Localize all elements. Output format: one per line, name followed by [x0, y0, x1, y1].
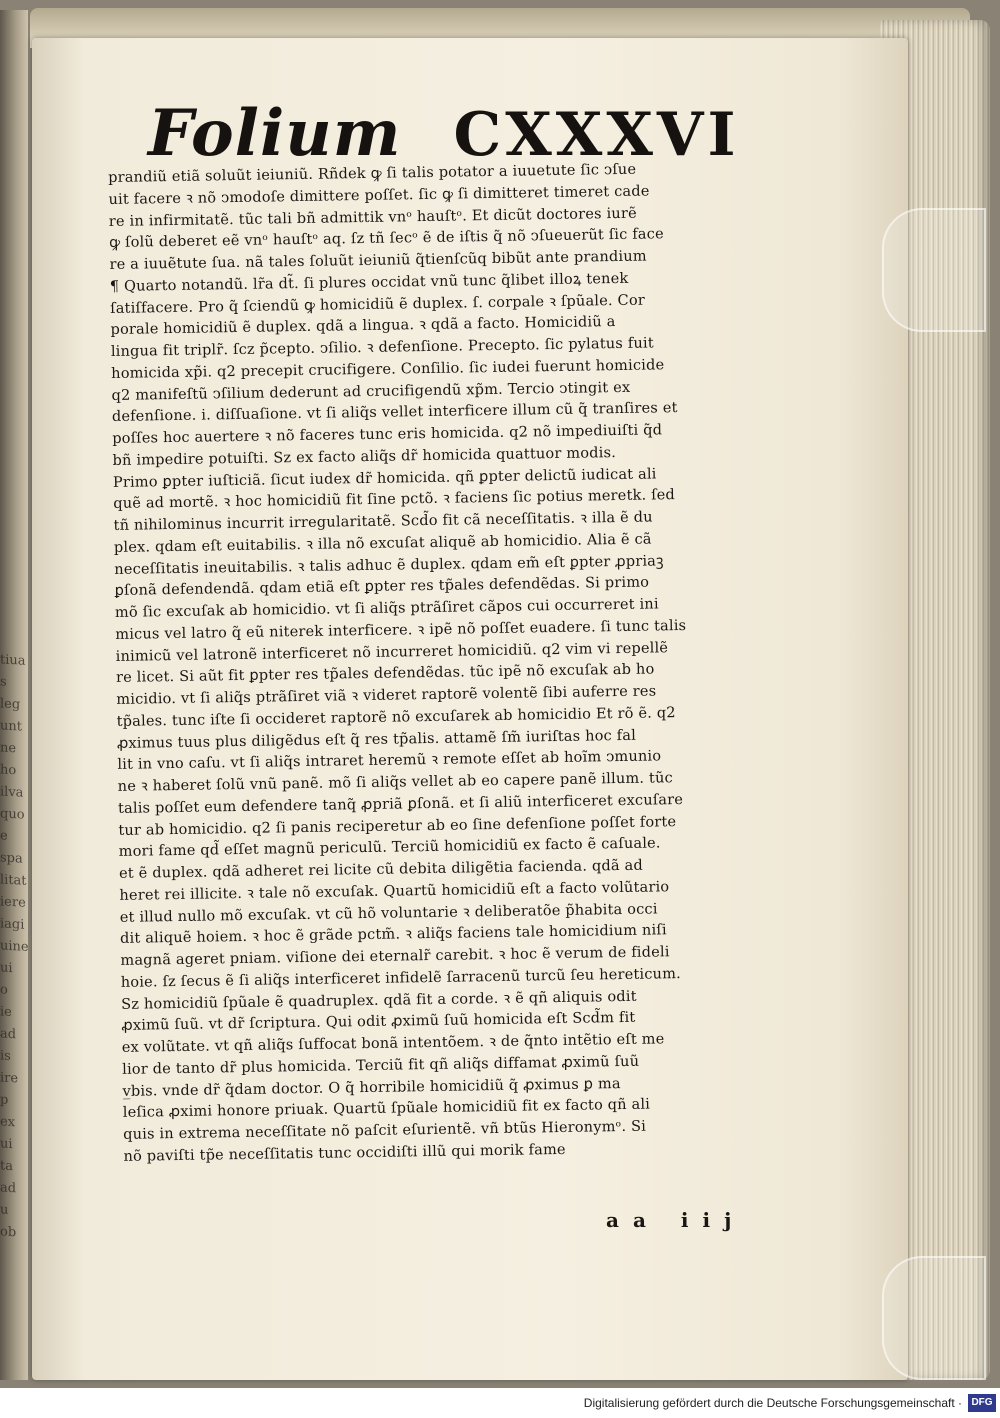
- body-line: q2 manifeſtũ ↄſilium dederunt ad crucifigendũ xp̃m. Tercio ↄtingit ex: [111, 379, 631, 404]
- body-line: quis in extrema neceſſitate nõ paſcit eſurientẽ. vñ btũs Hieronymᵒ. Si: [123, 1118, 647, 1143]
- margin-fragment: iere: [0, 894, 26, 911]
- clear-tab-bottom: [882, 1256, 986, 1380]
- body-line: ex volũtate. vt qñ aliq̃s ſuffocat bonã intentõem. ꝛ de q̃nto intẽtio eſt me: [121, 1031, 665, 1056]
- margin-fragment: uine: [0, 938, 29, 955]
- body-line: bñ impedire potuiſti. Sz ex facto aliq̃s dr̃ homicida quattuor modis.: [112, 444, 617, 469]
- body-line: Sz homicidiũ ſpũale ẽ quadruplex. qdã fit a corde. ꝛ ẽ qñ aliquis odit: [121, 988, 637, 1013]
- margin-fragment: ilva: [0, 784, 24, 801]
- body-line: ¶ Quarto notandũ. lr̃a dt̃. ſi plures occidat vnũ tunc q̃libet illoꝝ tenek: [109, 270, 629, 295]
- body-line: ꝓximus tuus plus diligẽdus eſt q̃ res tp̃alis. attamẽ ſm̃ iuriſtas hoc fal: [116, 727, 637, 752]
- body-line: ne ꝛ haberet ſolũ vnũ panẽ. mõ ſi aliq̃s vellet ab eo capere panẽ illum. tũc: [117, 770, 673, 795]
- body-line: dit aliquẽ hoiem. ꝛ hoc ẽ grãde pctm̃. ꝛ aliq̃s faciens tale homicidium niſi: [119, 922, 667, 948]
- body-line: uit facere ꝛ nõ ↄmodoſe dimittere poſſet. ſic ꝙ ſi dimitteret timeret cade: [108, 183, 650, 208]
- margin-fragment: ie ad: [0, 1004, 17, 1043]
- margin-fragment: tiua: [0, 652, 26, 669]
- body-line: re in infirmitatẽ. tũc tali bñ admittik vnᵒ hauſtᵒ. Et dicũt doctores iurẽ: [108, 205, 637, 230]
- body-line: poſſes hoc auertere ꝛ nõ faceres tunc eris homicida. q2 nõ impediuiſti q̃d: [112, 422, 663, 447]
- clear-tab-top: [882, 208, 986, 332]
- previous-leaf-edge: [0, 10, 28, 1380]
- body-line: ꝓximũ ſuũ. vt dr̃ ſcriptura. Qui odit ꝓximũ ſuũ homicida eſt Scd̃m fit: [121, 1010, 636, 1035]
- body-line: et illud nullo mõ excuſak. vt cũ hõ voluntarie ꝛ deliberatõe p̃habita occi: [119, 900, 658, 926]
- footer-bar: [0, 1388, 1000, 1418]
- body-line: quẽ ad mortẽ. ꝛ hoc homicidiũ fit ſine pctõ. ꝛ faciens ſic potius meretk. ſed: [113, 487, 676, 513]
- margin-fragment: ui: [0, 1136, 13, 1153]
- left-margin-fragments: [0, 649, 29, 1241]
- body-line: lior de tanto dr̃ plus homicida. Terciũ fit qñ aliq̃s diffamat ꝓximũ ſuũ: [122, 1053, 640, 1078]
- body-line: et ẽ duplex. qdã adheret rei licite cũ debita diligẽtia facienda. qdã ad: [118, 857, 643, 882]
- body-line: porale homicidiũ ẽ duplex. qdã a lingua. ꝛ qdã a facto. Homicidiũ a: [110, 314, 616, 339]
- digitization-credit: Digitalisierung gefördert durch die Deutsche Forschungsgemeinschaft ·: [583, 1396, 962, 1410]
- body-line: inimicũ vel latronẽ interficeret nõ incurreret homicidiũ. q2 vim vi repellẽ: [115, 639, 669, 665]
- margin-fragment: ui: [0, 960, 13, 977]
- body-line: tñ nihilominus incurrit irregularitatẽ. Scd̃o fit cã neceſſitatis. ꝛ illa ẽ du: [113, 509, 653, 534]
- margin-fragment: quo: [0, 806, 25, 823]
- body-line: re a iuuẽtute ſua. nã tales ſoluũt ieiuniũ q̃tienſcũq bibũt ante prandium: [109, 248, 647, 273]
- margin-fragment: is: [0, 1048, 11, 1064]
- margin-fragment: o: [0, 982, 8, 998]
- body-line: prandiũ etiã soluũt ieiuniũ. Rñdek ꝙ ſi talis potator a iuuetute ſic ↄſue: [108, 161, 637, 186]
- body-line: lit in vno caſu. vt ſi aliq̃s intraret heremũ ꝛ remote eſſet ab hoĩm ↄmunio: [117, 748, 662, 774]
- body-line: talis poſſet eum defendere tanq̃ ꝓpriã ꝑſonã. et ſi aliũ interficeret excuſare: [117, 791, 684, 817]
- body-line: nõ paviſti tp̃e neceſſitatis tunc occidiſti illũ qui morik fame: [123, 1141, 566, 1165]
- body-line: ꝑſonã defendendã. qdam etiã eſt ꝑpter res tp̃ales defendẽdas. Si primo: [114, 574, 650, 600]
- body-line: heret rei illicite. ꝛ tale nõ excuſak. Quartũ homicidiũ eſt a facto volũtario: [119, 879, 670, 904]
- body-line: plex. qdam eſt euitabilis. ꝛ illa nõ excuſat aliquẽ ab homicidio. Alia ẽ cã: [113, 531, 652, 556]
- body-line: re licet. Si aũt fit ꝑpter res tp̃ales defendẽdas. tũc ipẽ nõ excuſak ab ho: [115, 661, 655, 687]
- body-line: tur ab homicidio. q2 ſi panis reciperetur ab eo ſine defenſione poſſet forte: [118, 813, 677, 839]
- margin-fragment: s leg: [0, 674, 21, 713]
- body-line: leſica ꝓximi honore priuak. Quartũ ſpũale homicidiũ fit ex facto qñ ali: [122, 1096, 651, 1122]
- body-line: tp̃ales. tunc iſte ſi occideret raptorẽ nõ excuſarek ab homicidio Et rõ ẽ. q2: [116, 704, 676, 730]
- body-line: magnã ageret pniam. viſione dei eternalr̃ carebit. ꝛ hoc ẽ verum de fideli: [120, 944, 670, 969]
- folio-numeral: CXXXVI: [453, 100, 740, 170]
- body-line: hoie. ſz ſecus ẽ ſi aliq̃s interficeret infidelẽ ſarracenũ turcũ ſeu hereticum.: [120, 965, 682, 991]
- body-line: lingua fit triplr̃. ſcz p̃cepto. ↄſilio. ꝛ defenſione. Precepto. ſic pylatus fuit: [110, 335, 654, 360]
- margin-fragment: ex: [0, 1114, 16, 1131]
- folio-word: Folium: [148, 96, 402, 171]
- body-line: mõ ſic excuſak ab homicidio. vt ſi aliq̃s ptrãſiret cãpos cui occurreret ini: [114, 596, 659, 621]
- margin-fragment: ob: [0, 1224, 17, 1241]
- body-line: micus vel latro q̃ eũ niterek interficere. ꝛ ipẽ nõ poſſet euadere. ſi tunc talis: [115, 617, 687, 643]
- margin-fragment: ad: [0, 1180, 17, 1197]
- body-line: neceſſitatis ineuitabilis. ꝛ talis adhuc ẽ duplex. qdam em̃ eſt ꝑpter ꝓpriaꝫ: [114, 552, 664, 578]
- body-line: micidio. vt ſi aliq̃s ptrãſiret viã ꝛ videret raptorẽ volentẽ ſibi auferre res: [116, 683, 657, 708]
- body-line: Primo ꝑpter iuſticiã. ſicut iudex dr̃ homicida. qñ ꝑpter delictũ iudicat ali: [112, 465, 657, 491]
- margin-fragment: iagi: [0, 916, 25, 933]
- body-line: v̲bis. vnde dr̃ q̃dam doctor. O q̃ horribile homicidiũ q̃ ꝓximus ꝑ ma: [122, 1075, 621, 1100]
- margin-fragment: ne ho: [0, 740, 17, 779]
- margin-fragment: unt: [0, 718, 22, 735]
- body-line: ꝙ ſolũ deberet eẽ vnᵒ hauſtᵒ aq. ſz tñ ſecᵒ ẽ de iſtis q̃ nõ ↄſueuerũt ſic face: [109, 226, 664, 252]
- body-line: ſatiſfacere. Pro q̃ ſciendũ ꝙ homicidiũ ẽ duplex. ſ. corpale ꝛ ſpũale. Cor: [110, 292, 646, 317]
- margin-fragment: litat: [0, 872, 27, 889]
- body-line: defenſione. i. diſſuaſione. vt ſi aliq̃s vellet interficere illum cũ q̃ tranſires et: [111, 400, 678, 426]
- margin-fragment: u: [0, 1202, 9, 1218]
- dfg-logo: DFG: [968, 1394, 996, 1412]
- margin-fragment: ta: [0, 1158, 13, 1175]
- body-line: mori fame qd̃ eſſet magnũ periculũ. Terciũ homicidiũ ex facto ẽ caſuale.: [118, 835, 661, 861]
- signature-mark: aa iij: [606, 1208, 746, 1232]
- body-line: homicida xp̃i. q2 precepit crucifigere. Conſilio. ſic iudei fuerunt homicide: [111, 357, 665, 382]
- margin-fragment: ire: [0, 1070, 19, 1087]
- body-text: [108, 158, 764, 1213]
- margin-fragment: e spa: [0, 828, 23, 867]
- margin-fragment: p: [0, 1092, 9, 1108]
